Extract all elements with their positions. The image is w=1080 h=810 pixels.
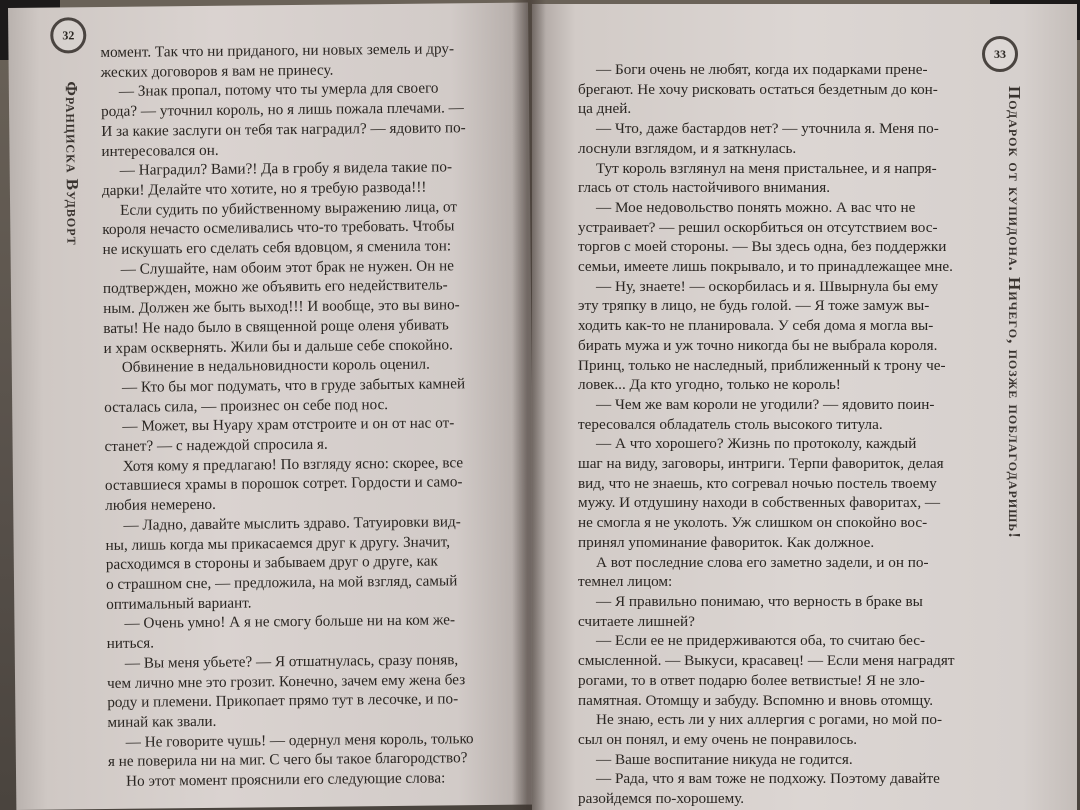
text-line: памятная. Отомщу и забуду. Вспомню и вновь отомщу. — [578, 691, 934, 709]
text-line: — Вы меня убьете? — Я отшатнулась, сразу поняв, — [124, 651, 459, 672]
text-line: мужу. И отдушину находи в собственных фаворитах, — — [578, 494, 941, 512]
text-line: Обвинение в недальновидности король оценил. — [121, 355, 430, 377]
text-line: Принц, только не наследный, приближенный к трону че- — [578, 356, 946, 374]
text-line: — Наградил? Вами?! Да в гробу я видела такие по- — [119, 158, 453, 180]
text-line: ны, лишь когда мы прикасаемся друг к другу. Значит, — [105, 532, 451, 554]
text-line: — Боги очень не любят, когда их подарками прене- — [596, 61, 928, 78]
left-page-text — [100, 39, 510, 792]
text-line: лоснули взглядом, и я заткнулась. — [578, 139, 797, 157]
text-line: станет? — с надеждой спросила я. — [104, 435, 328, 456]
page-number-left: 32 — [50, 17, 86, 53]
text-line: — Что, даже бастардов нет? — уточнила я. Меня по- — [596, 120, 939, 138]
text-line: брегают. Не хочу рисковать остаться бездетным до кон- — [578, 80, 938, 98]
text-line: Если судить по убийственному выражению лица, от — [120, 197, 458, 219]
text-line: расходимся в стороны и забываем друг о друге, как — [105, 552, 438, 574]
text-line: минай как звали. — [107, 712, 217, 731]
text-line: ловек... Да кто угодно, только не король! — [578, 376, 841, 394]
text-line: не искушать его сделать себя вдовцом, я сменила тон: — [102, 237, 452, 259]
text-line: о страшном сне, — предложила, на мой взгляд, самый — [105, 572, 458, 593]
text-line: считаете лишней? — [578, 612, 695, 630]
text-line: Тут король взглянул на меня пристальнее, и я напря- — [596, 159, 937, 177]
text-line: оставшиеся храмы в порошок сотрет. Гордости и само- — [104, 473, 463, 495]
text-line: ходить как-то не планировала. У себя дома я могла вы- — [578, 317, 934, 335]
text-line: А вот последние слова его заметно задели, и он по- — [596, 553, 929, 571]
text-line: тересовался обладатель столь высокого титула. — [578, 415, 883, 433]
text-line: любия немерено. — [105, 496, 216, 515]
text-line: устраивает? — решил оскорбиться он отсутствием вос- — [578, 218, 938, 236]
text-line: ниться. — [106, 634, 155, 653]
text-line: — Очень умно! А я не смогу больше ни на ком же- — [124, 611, 456, 633]
text-line: ваты! Не надо было в священной роще оленя убивать — [103, 316, 449, 337]
text-line: рода? — уточнил король, но я лишь пожала плечами. — — [101, 99, 464, 121]
text-line: — Рада, что я вам тоже не подхожу. Поэтому давайте — [596, 770, 940, 788]
text-line: не смогла я не уколоть. Уж слишком он спокойно вос- — [578, 514, 928, 532]
text-line: — А что хорошего? Жизнь по протоколу, каждый — [596, 435, 917, 453]
text-line: короля нечасто осмеливались что-то требовать. Чтобы — [102, 217, 455, 239]
text-line: я не поверила ни на миг. С чего бы такое благородство? — [107, 749, 468, 771]
text-line: Но этот момент прояснили его следующие слова: — [126, 769, 446, 790]
text-line: ным. Должен же быть выход!!! И вообще, это вы вино- — [103, 296, 460, 318]
text-line: — Чем же вам короли не угодили? — ядовито поин- — [596, 395, 935, 413]
text-line: Хотя кому я предлагаю! По взгляду ясно: скорее, все — [122, 454, 464, 475]
text-line: подтвержден, можно же объявить его недействитель- — [102, 276, 448, 298]
text-line: — Знак пропал, потому что ты умерла для своего — [118, 79, 439, 101]
text-line: — Кто бы мог подумать, что в груде забытых камней — [121, 375, 466, 396]
text-line: — Ваше воспитание никуда не годится. — [596, 750, 853, 768]
text-line: — Слушайте, нам обоим этот брак не нужен. Он не — [120, 257, 455, 278]
text-line: интересовался он. — [101, 141, 219, 160]
text-line: — Не говорите чушь! — одернул меня король, только — [125, 729, 474, 751]
text-line: темнел лицом: — [578, 573, 673, 591]
text-line: ца дней. — [578, 100, 632, 118]
text-line: шаг на виду, заговоры, интриги. Терпи фавориток, делая — [578, 455, 944, 473]
text-line: И за какие заслуги он тебя так наградил? — ядовито по- — [101, 119, 466, 140]
text-line: — Я правильно понимаю, что верность в браке вы — [596, 592, 923, 610]
page-number-right: 33 — [982, 36, 1018, 72]
text-line: — Может, вы Нуару храм отстроите и он от нас от- — [122, 414, 455, 436]
text-line: Не знаю, есть ли у них аллергия с рогами, но мой по- — [596, 711, 943, 729]
running-head-left: Франциска Вудворт — [61, 81, 83, 246]
text-line: разойдемся по-хорошему. — [578, 790, 745, 808]
text-line: — Ну, знаете! — оскорбилась и я. Швырнула бы ему — [596, 277, 939, 295]
text-line: оптимальный вариант. — [106, 594, 252, 613]
text-line: бирать мужа и уж точно никогда бы не выбрала короля. — [578, 336, 938, 354]
text-line: сыл он понял, и ему очень не понравилось. — [578, 730, 858, 748]
text-line: глась от столь настойчивого внимания. — [578, 179, 831, 197]
running-head-right: Подарок от купидона. Ничего, позже поблагодаришь! — [1005, 86, 1024, 539]
text-line: эту тряпку в лицо, не будь голой. — Я тоже замуж вы- — [578, 297, 930, 315]
text-line: роду и племени. Прикопает прямо тут в лесочке, и по- — [107, 690, 459, 712]
text-line: — Мое недовольство понять можно. А вас что не — [596, 198, 916, 216]
right-page-text — [578, 60, 968, 809]
text-line: дарки! Делайте что хотите, но я требую развода!!! — [101, 178, 427, 199]
text-line: и храм осквернять. Жили бы и дальше себе спокойно. — [103, 335, 453, 357]
text-line: вид, что не знаешь, кто согревал ночью постель твоему — [578, 474, 937, 492]
left-page — [8, 3, 536, 810]
text-line: чем лично мне это грозит. Конечно, зачем ему жена без — [106, 670, 466, 692]
text-line: торгов с моей стороны. — Вы здесь одна, без поддержки — [578, 238, 947, 256]
right-page — [532, 4, 1077, 810]
text-line: осталась сила, — произнес он себе под нос. — [104, 395, 389, 416]
text-line: — Ладно, давайте мыслить здраво. Татуировки вид- — [123, 513, 461, 534]
text-line: момент. Так что ни приданого, ни новых земель и дру- — [100, 40, 455, 62]
text-line: принял упоминание фавориток. Как должное. — [578, 533, 875, 551]
text-line: жеских договоров я вам не принесу. — [100, 61, 334, 81]
text-line: рогами, то в ответ подарю более ветвистые! Я не зло- — [578, 671, 925, 689]
text-line: — Если ее не придерживаются оба, то считаю бес- — [596, 632, 926, 650]
text-line: смысленной. — Выкуси, красавец! — Если меня наградят — [578, 652, 955, 670]
text-line: семьи, имеете лишь покрывало, и то принадлежащее мне. — [578, 258, 953, 276]
